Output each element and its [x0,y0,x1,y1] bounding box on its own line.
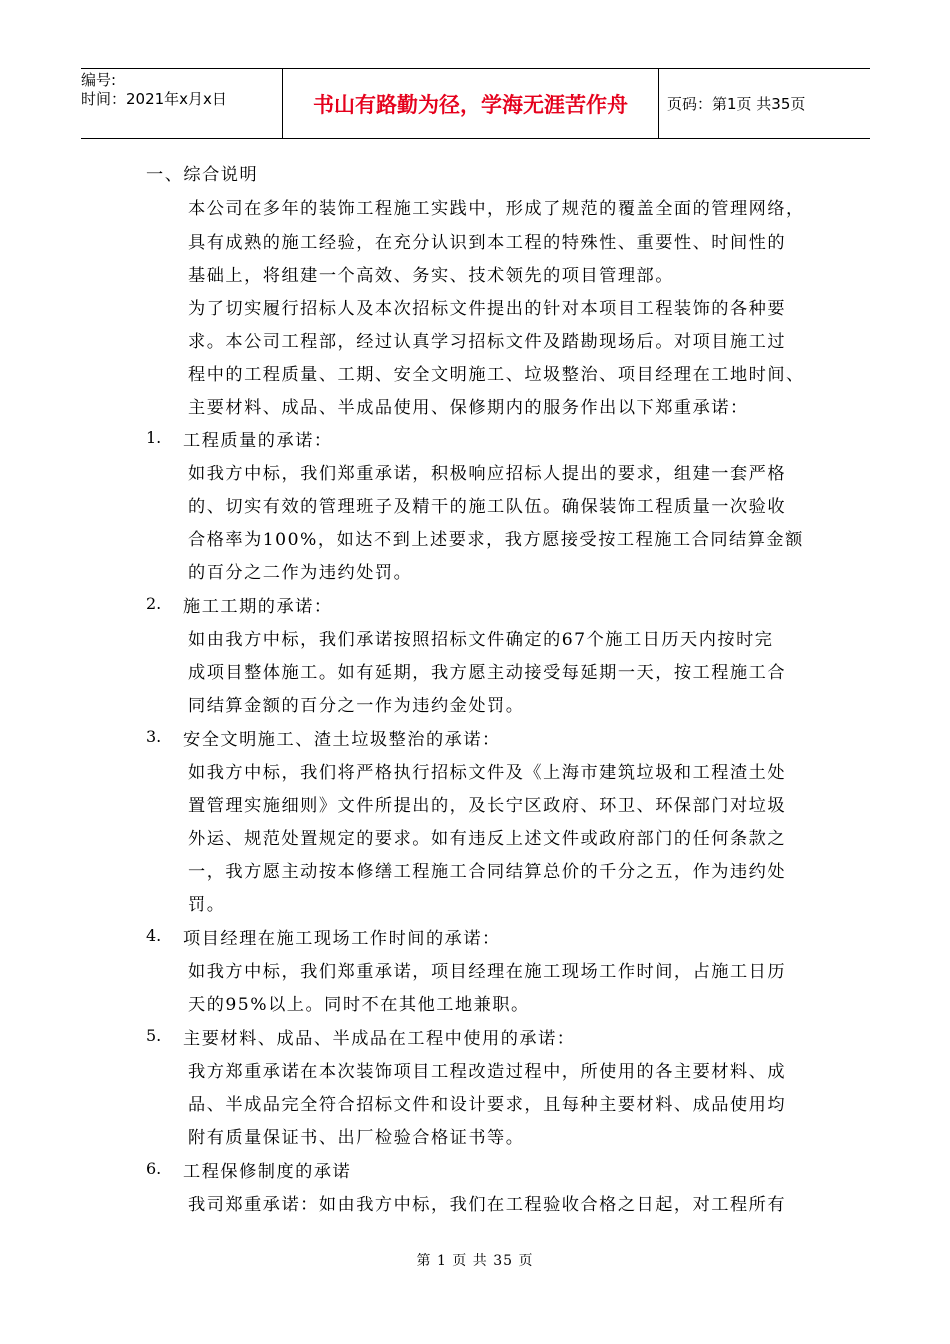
page-header [81,68,870,139]
section-title: 一、综合说明 [146,165,259,185]
item-title: 工程质量的承诺： [183,431,333,451]
item-line: 合格率为100%，如达不到上述要求，我方愿接受按工程施工合同结算金额 [188,530,804,550]
header-page-info: 页码：第1页 共35页 [667,95,806,113]
item-line: 我司郑重承诺：如由我方中标，我们在工程验收合格之日起，对工程所有 [188,1195,787,1215]
item-line: 外运、规范处置规定的要求。如有违反上述文件或政府部门的任何条款之 [188,829,787,849]
number-label: 编号: [81,71,117,89]
item-line: 附有质量保证书、出厂检验合格证书等。 [188,1128,525,1148]
intro-line: 具有成熟的施工经验，在充分认识到本工程的特殊性、重要性、时间性的 [188,233,787,253]
item-number: 5. [146,1026,162,1045]
date-label: 时间：2021年x月x日 [81,90,227,108]
header-motto: 书山有路勤为径，学海无涯苦作舟 [283,69,659,138]
item-line: 罚。 [188,895,226,915]
item-number: 3. [146,727,162,746]
item-line: 我方郑重承诺在本次装饰项目工程改造过程中，所使用的各主要材料、成 [188,1062,787,1082]
page-footer: 第 1 页 共 35 页 [416,1253,534,1269]
item-title: 施工工期的承诺： [183,597,333,617]
item-line: 天的95%以上。同时不在其他工地兼职。 [188,995,530,1015]
item-line: 一，我方愿主动按本修缮工程施工合同结算总价的千分之五，作为违约处 [188,862,787,882]
item-line: 的、切实有效的管理班子及精干的施工队伍。确保装饰工程质量一次验收 [188,497,787,517]
intro-line: 程中的工程质量、工期、安全文明施工、垃圾整治、项目经理在工地时间、 [188,365,805,385]
item-title: 工程保修制度的承诺 [183,1162,352,1182]
item-line: 如由我方中标，我们承诺按照招标文件确定的67个施工日历天内按时完 [188,630,774,650]
item-line: 如我方中标，我们郑重承诺，项目经理在施工现场工作时间，占施工日历 [188,962,787,982]
item-number: 6. [146,1159,162,1178]
item-line: 如我方中标，我们郑重承诺，积极响应招标人提出的要求，组建一套严格 [188,464,787,484]
item-line: 的百分之二作为违约处罚。 [188,563,413,583]
intro-line: 基础上，将组建一个高效、务实、技术领先的项目管理部。 [188,266,674,286]
intro-line: 本公司在多年的装饰工程施工实践中，形成了规范的覆盖全面的管理网络， [188,199,805,219]
intro-line: 主要材料、成品、半成品使用、保修期内的服务作出以下郑重承诺： [188,398,749,418]
header-meta [81,69,283,138]
item-number: 1. [146,428,162,447]
item-title: 项目经理在施工现场工作时间的承诺： [183,929,501,949]
item-number: 2. [146,594,162,613]
item-line: 品、半成品完全符合招标文件和设计要求，且每种主要材料、成品使用均 [188,1095,787,1115]
item-line: 置管理实施细则》文件所提出的，及长宁区政府、环卫、环保部门对垃圾 [188,796,787,816]
item-number: 4. [146,926,162,945]
item-line: 同结算金额的百分之一作为违约金处罚。 [188,696,525,716]
item-title: 安全文明施工、渣土垃圾整治的承诺： [183,730,501,750]
intro-line: 求。本公司工程部，经过认真学习招标文件及踏勘现场后。对项目施工过 [188,332,787,352]
item-line: 成项目整体施工。如有延期，我方愿主动接受每延期一天，按工程施工合 [188,663,787,683]
intro-line: 为了切实履行招标人及本次招标文件提出的针对本项目工程装饰的各种要 [188,299,787,319]
item-line: 如我方中标，我们将严格执行招标文件及《上海市建筑垃圾和工程渣土处 [188,763,787,783]
item-title: 主要材料、成品、半成品在工程中使用的承诺： [183,1029,576,1049]
